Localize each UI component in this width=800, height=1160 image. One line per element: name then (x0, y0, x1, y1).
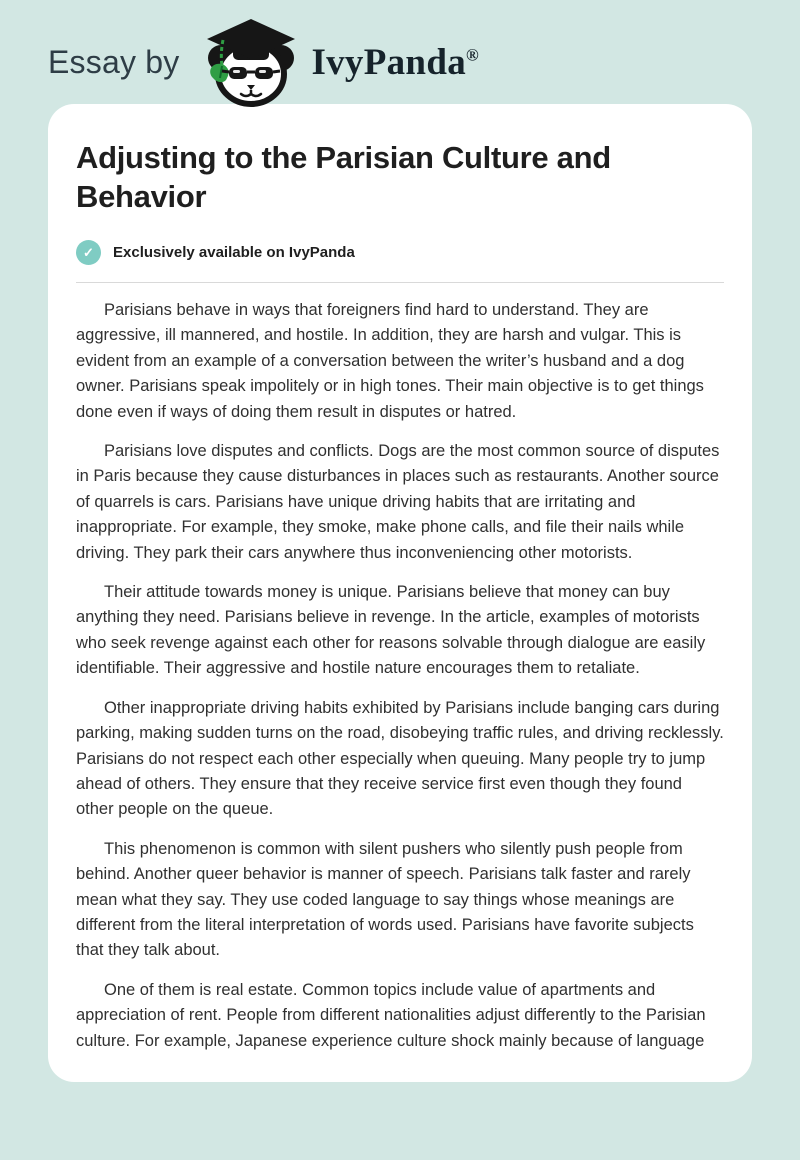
check-icon: ✓ (76, 240, 101, 265)
essay-card (48, 104, 752, 1082)
availability-row (76, 240, 724, 265)
page-header (0, 0, 800, 96)
essay-paragraph-5: This phenomenon is common with silent pushers who silently push people from behind. Another queer behavior is manner of speech. Parisians talk faster and rarely mean what they say. They use coded language to say things whose meanings are different from the literal interpretation of words used. Parisians have favorite subjects that they talk about. (76, 839, 694, 960)
availability-label: Exclusively available on IvyPanda (113, 244, 355, 261)
essay-by-label: Essay by (48, 43, 180, 80)
essay-paragraph-6: One of them is real estate. Common topics include value of apartments and appreciation of rent. People from different nationalities adjust differently to the Parisian culture. For example, Japanese experience culture shock mainly because of language (76, 980, 706, 1050)
brand-wordmark (311, 41, 479, 84)
brand-name: IvyPanda (311, 41, 466, 83)
registered-trademark: ® (466, 45, 480, 65)
panda-graduate-logo-icon (197, 16, 301, 108)
essay-paragraph-2: Parisians love disputes and conflicts. Dogs are the most common source of disputes in Paris because they cause disturbances in places such as restaurants. Another source of quarrels is cars. Parisians have unique driving habits that are irritating and inappropriate. For example, they smoke, make phone calls, and file their nails while driving. They park their cars anywhere thus inconveniencing other motorists. (76, 442, 720, 562)
essay-paragraph-4: Other inappropriate driving habits exhibited by Parisians include banging cars during parking, making sudden turns on the road, disobeying traffic rules, and driving recklessly. Parisians do not respect each other especially when queuing. Many people try to jump ahead of others. They ensure that they receive service first even though they found other people on the queue. (76, 698, 724, 819)
essay-paragraph-1: Parisians behave in ways that foreigners find hard to understand. They are aggressive, ill mannered, and hostile. In addition, they are harsh and vulgar. This is evident from an example of a conversation between the writer’s husband and a dog owner. Parisians speak impolitely or in high tones. Their main objective is to get things done even if ways of doing them result in disputes or hatred. (76, 301, 704, 421)
essay-body (76, 298, 724, 1054)
divider (76, 282, 724, 283)
essay-paragraph-3: Their attitude towards money is unique. Parisians believe that money can buy anything they need. Parisians believe in revenge. In the article, examples of motorists who seek revenge against each other for reasons solvable through dialogue are easily identifiable. Their aggressive and hostile nature encourages them to retaliate. (76, 583, 706, 678)
page-title: Adjusting to the Parisian Culture and Behavior (76, 140, 611, 214)
